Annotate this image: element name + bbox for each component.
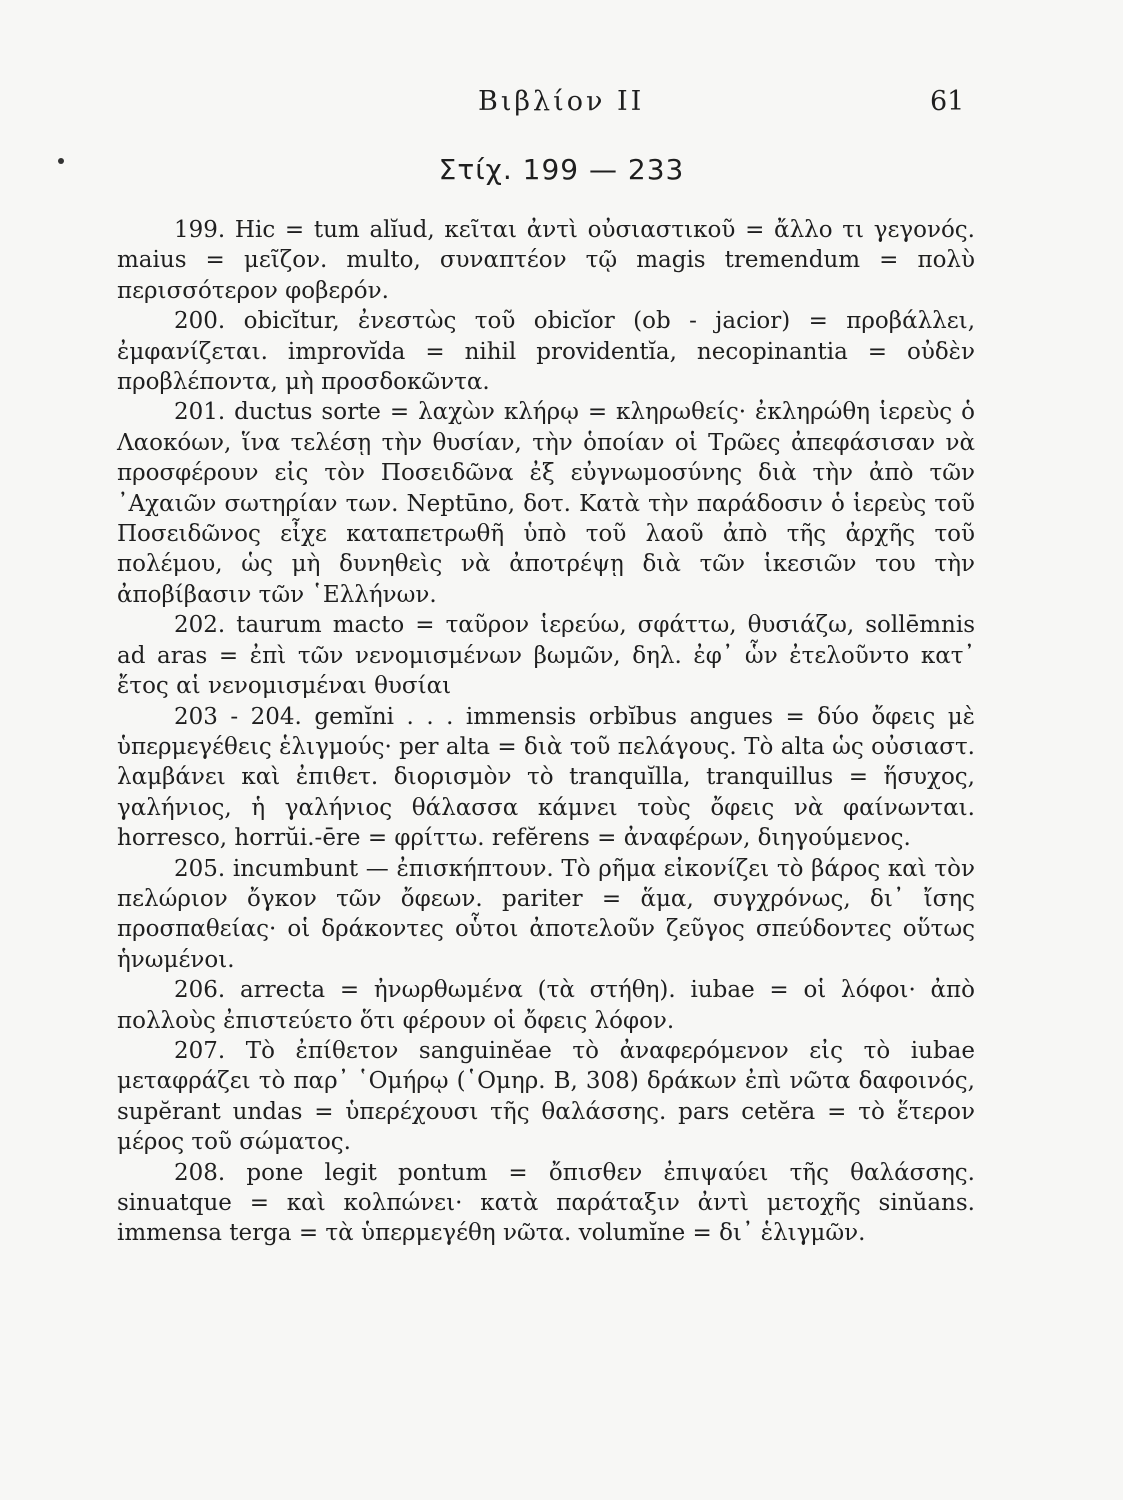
commentary-entry-202: 202. taurum macto = ταῦρον ἱερεύω, σφάττω, θυσιάζω, sollēmnis ad aras = ἐπὶ τῶν νενομισμένων βωμῶν, δηλ. ἐφ᾿ ὧν ἐτελοῦντο κατ᾿ ἔτος αἱ νενομισμέναι θυσίαι [117, 612, 975, 700]
commentary-entry-207: 207. Τὸ ἐπίθετον sanguinĕae τὸ ἀναφερόμενον εἰς τὸ iubae μεταφράζει τὸ παρ᾿ ῾Ομήρῳ (῾Ομηρ. Β, 308) δράκων ἐπὶ νῶτα δαφοινός, supĕrant undas = ὑπερέχουσι τῆς θαλάσσης. pars cetĕra = τὸ ἕτερον μέρος τοῦ σώματος. [117, 1037, 975, 1156]
commentary-entry-208: 208. pone legit pontum = ὄπισθεν ἐπιψαύει τῆς θαλάσσης. sinuatque = καὶ κολπώνει· κατὰ παράταξιν ἀντὶ μετοχῆς sinŭans. immensa terga = τὰ ὑπερμεγέθη νῶτα. volumĭne = δι᾿ ἑλιγμῶν. [117, 1159, 975, 1247]
book-title: Βιβλίον ΙΙ [478, 86, 645, 117]
commentary-entry-199: 199. Hic = tum alĭud, κεῖται ἀντὶ οὐσιαστικοῦ = ἄλλο τι γεγονός. maius = μεῖζον. multo, συναπτέον τῷ magis tremendum = πολὺ περισσότερον φοβερόν. [117, 217, 975, 304]
page-number: 61 [930, 86, 965, 117]
commentary-entry-203-204: 203 - 204. gemĭni . . . immensis orbĭbus angues = δύο ὄφεις μὲ ὑπερμεγέθεις ἑλιγμούς· per alta = διὰ τοῦ πελάγους. Τὸ alta ὡς οὐσιαστ. λαμβάνει καὶ ἐπιθετ. διορισμὸν τὸ tranquĭlla, tranquillus = ἥσυχος, γαλήνιος, ἡ γαλήνιος θάλασσα κάμνει τοὺς ὄφεις νὰ φαίνωνται. horresco, horrŭi.-ēre = φρίττω. refĕrens = ἀναφέρων, διηγούμενος. [117, 703, 975, 852]
commentary-entry-200: 200. obicĭtur, ἐνεστὼς τοῦ obicĭor (ob - jacior) = προβάλλει, ἐμφανίζεται. improvĭda = nihil providentĭa, necopinantia = οὐδὲν προβλέποντα, μὴ προσδοκῶντα. [117, 308, 975, 396]
commentary-entry-201: 201. ductus sorte = λαχὼν κλήρῳ = κληρωθείς· ἐκληρώθη ἱερεὺς ὁ Λαοκόων, ἵνα τελέσῃ τὴν θυσίαν, τὴν ὁποίαν οἱ Τρῶες ἀπεφάσισαν νὰ προσφέρουν εἰς τὸν Ποσειδῶνα ἐξ εὐγνωμοσύνης διὰ τὴν ἀπὸ τῶν ᾿Αχαιῶν σωτηρίαν των. Neptūno, δοτ. Κατὰ τὴν παράδοσιν ὁ ἱερεὺς τοῦ Ποσειδῶνος εἶχε καταπετρωθῆ ὑπὸ τοῦ λαοῦ ἀπὸ τῆς ἀρχῆς τοῦ πολέμου, ὡς μὴ δυνηθεὶς νὰ ἀποτρέψῃ διὰ τῶν ἱκεσιῶν του τὴν ἀποβίβασιν τῶν ῾Ελλήνων. [117, 399, 975, 608]
section-title: Στίχ. 199 — 233 [438, 153, 685, 186]
commentary-entry-206: 206. arrecta = ἠνωρθωμένα (τὰ στήθη). iubae = οἱ λόφοι· ἀπὸ πολλοὺς ἐπιστεύετο ὅτι φέρουν οἱ ὄφεις λόφον. [117, 977, 975, 1034]
commentary-entry-205: 205. incumbunt — ἐπισκήπτουν. Τὸ ρῆμα εἰκονίζει τὸ βάρος καὶ τὸν πελώριον ὄγκον τῶν ὄφεων. pariter = ἅμα, συγχρόνως, δι᾿ ἴσης προσπαθείας· οἱ δράκοντες οὗτοι ἀποτελοῦν ζεῦγος σπεύδοντες οὕτως ἡνωμένοι. [117, 855, 975, 973]
commentary-body [117, 215, 975, 1249]
running-head [0, 86, 1123, 126]
